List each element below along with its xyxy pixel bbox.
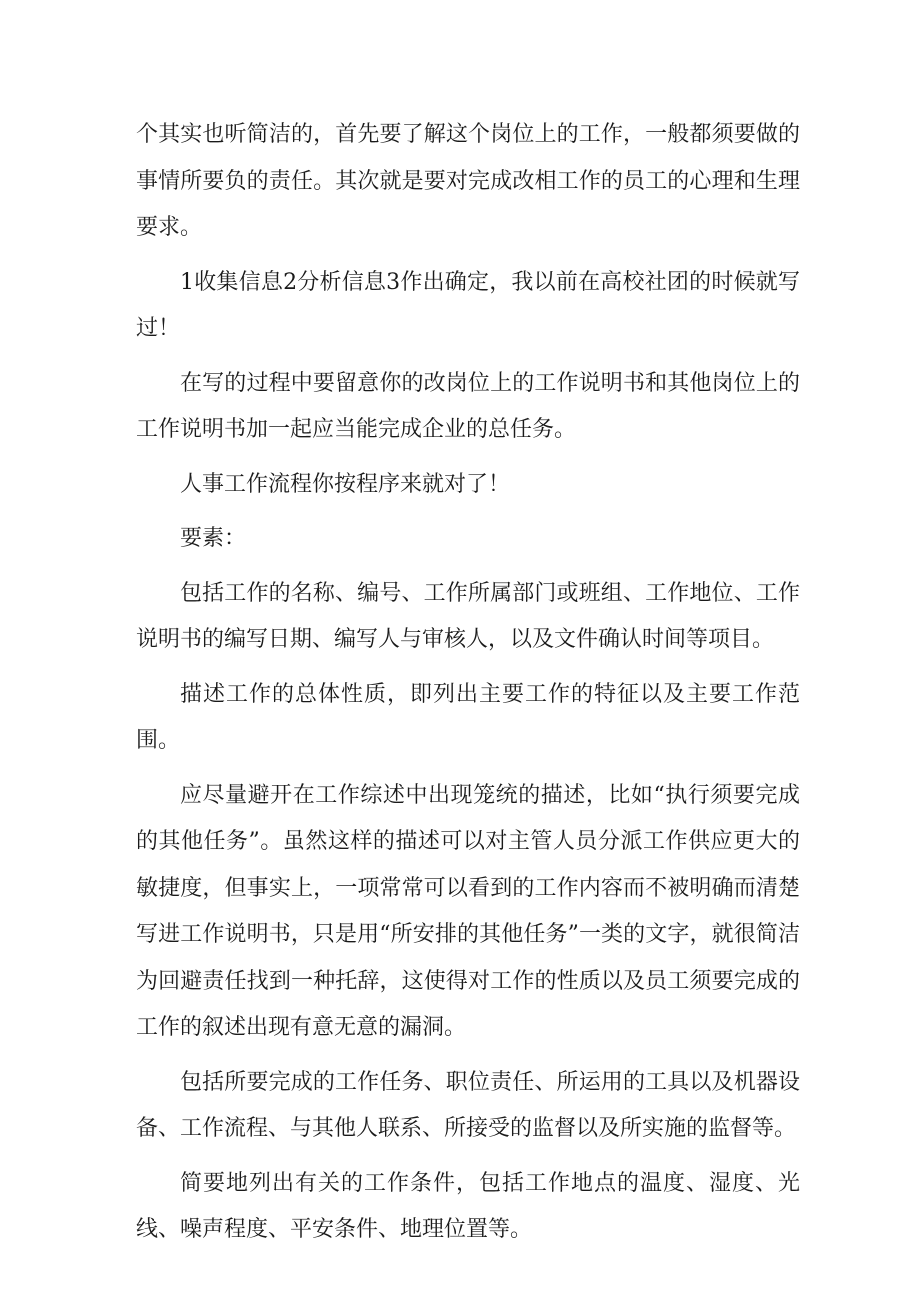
paragraph-job-summary: 描述工作的总体性质，即列出主要工作的特征以及主要工作范围。: [136, 681, 800, 753]
paragraph-avoid-vague-description: 应尽量避开在工作综述中出现笼统的描述，比如“执行须要完成的其他任务”。虽然这样的描述可以对主管人员分派工作供应更大的敏捷度，但事实上，一项常常可以看到的工作内容而不被明确而清楚写进工作说明书，只是用“所安排的其他任务”一类的文字，就很简洁为回避责任找到一种托辞，这使得对工作的性质以及员工须要完成的工作的叙述出现有意无意的漏洞。: [136, 782, 800, 1040]
paragraph-work-conditions: 简要地列出有关的工作条件，包括工作地点的温度、湿度、光线、噪声程度、平安条件、地理位置等。: [136, 1170, 800, 1242]
paragraph-job-duties: 包括所要完成的工作任务、职位责任、所运用的工具以及机器设备、工作流程、与其他人联系、所接受的监督以及所实施的监督等。: [136, 1069, 800, 1141]
paragraph-elements-heading: 要素：: [180, 526, 247, 551]
paragraph-job-description-note: 在写的过程中要留意你的改岗位上的工作说明书和其他岗位上的工作说明书加一起应当能完成企业的总任务。: [136, 370, 800, 442]
paragraph-steps: 1收集信息2分析信息3作出确定，我以前在高校社团的时候就写过！: [136, 269, 800, 341]
paragraph-job-identification: 包括工作的名称、编号、工作所属部门或班组、工作地位、工作说明书的编写日期、编写人与审核人，以及文件确认时间等项目。: [136, 580, 800, 652]
document-body: [136, 112, 800, 1262]
paragraph-hr-process: 人事工作流程你按程序来就对了！: [180, 471, 511, 497]
paragraph-continuation: 个其实也听简洁的，首先要了解这个岗位上的工作，一般都须要做的事情所要负的责任。其次就是要对完成改相工作的员工的心理和生理要求。: [136, 122, 800, 240]
